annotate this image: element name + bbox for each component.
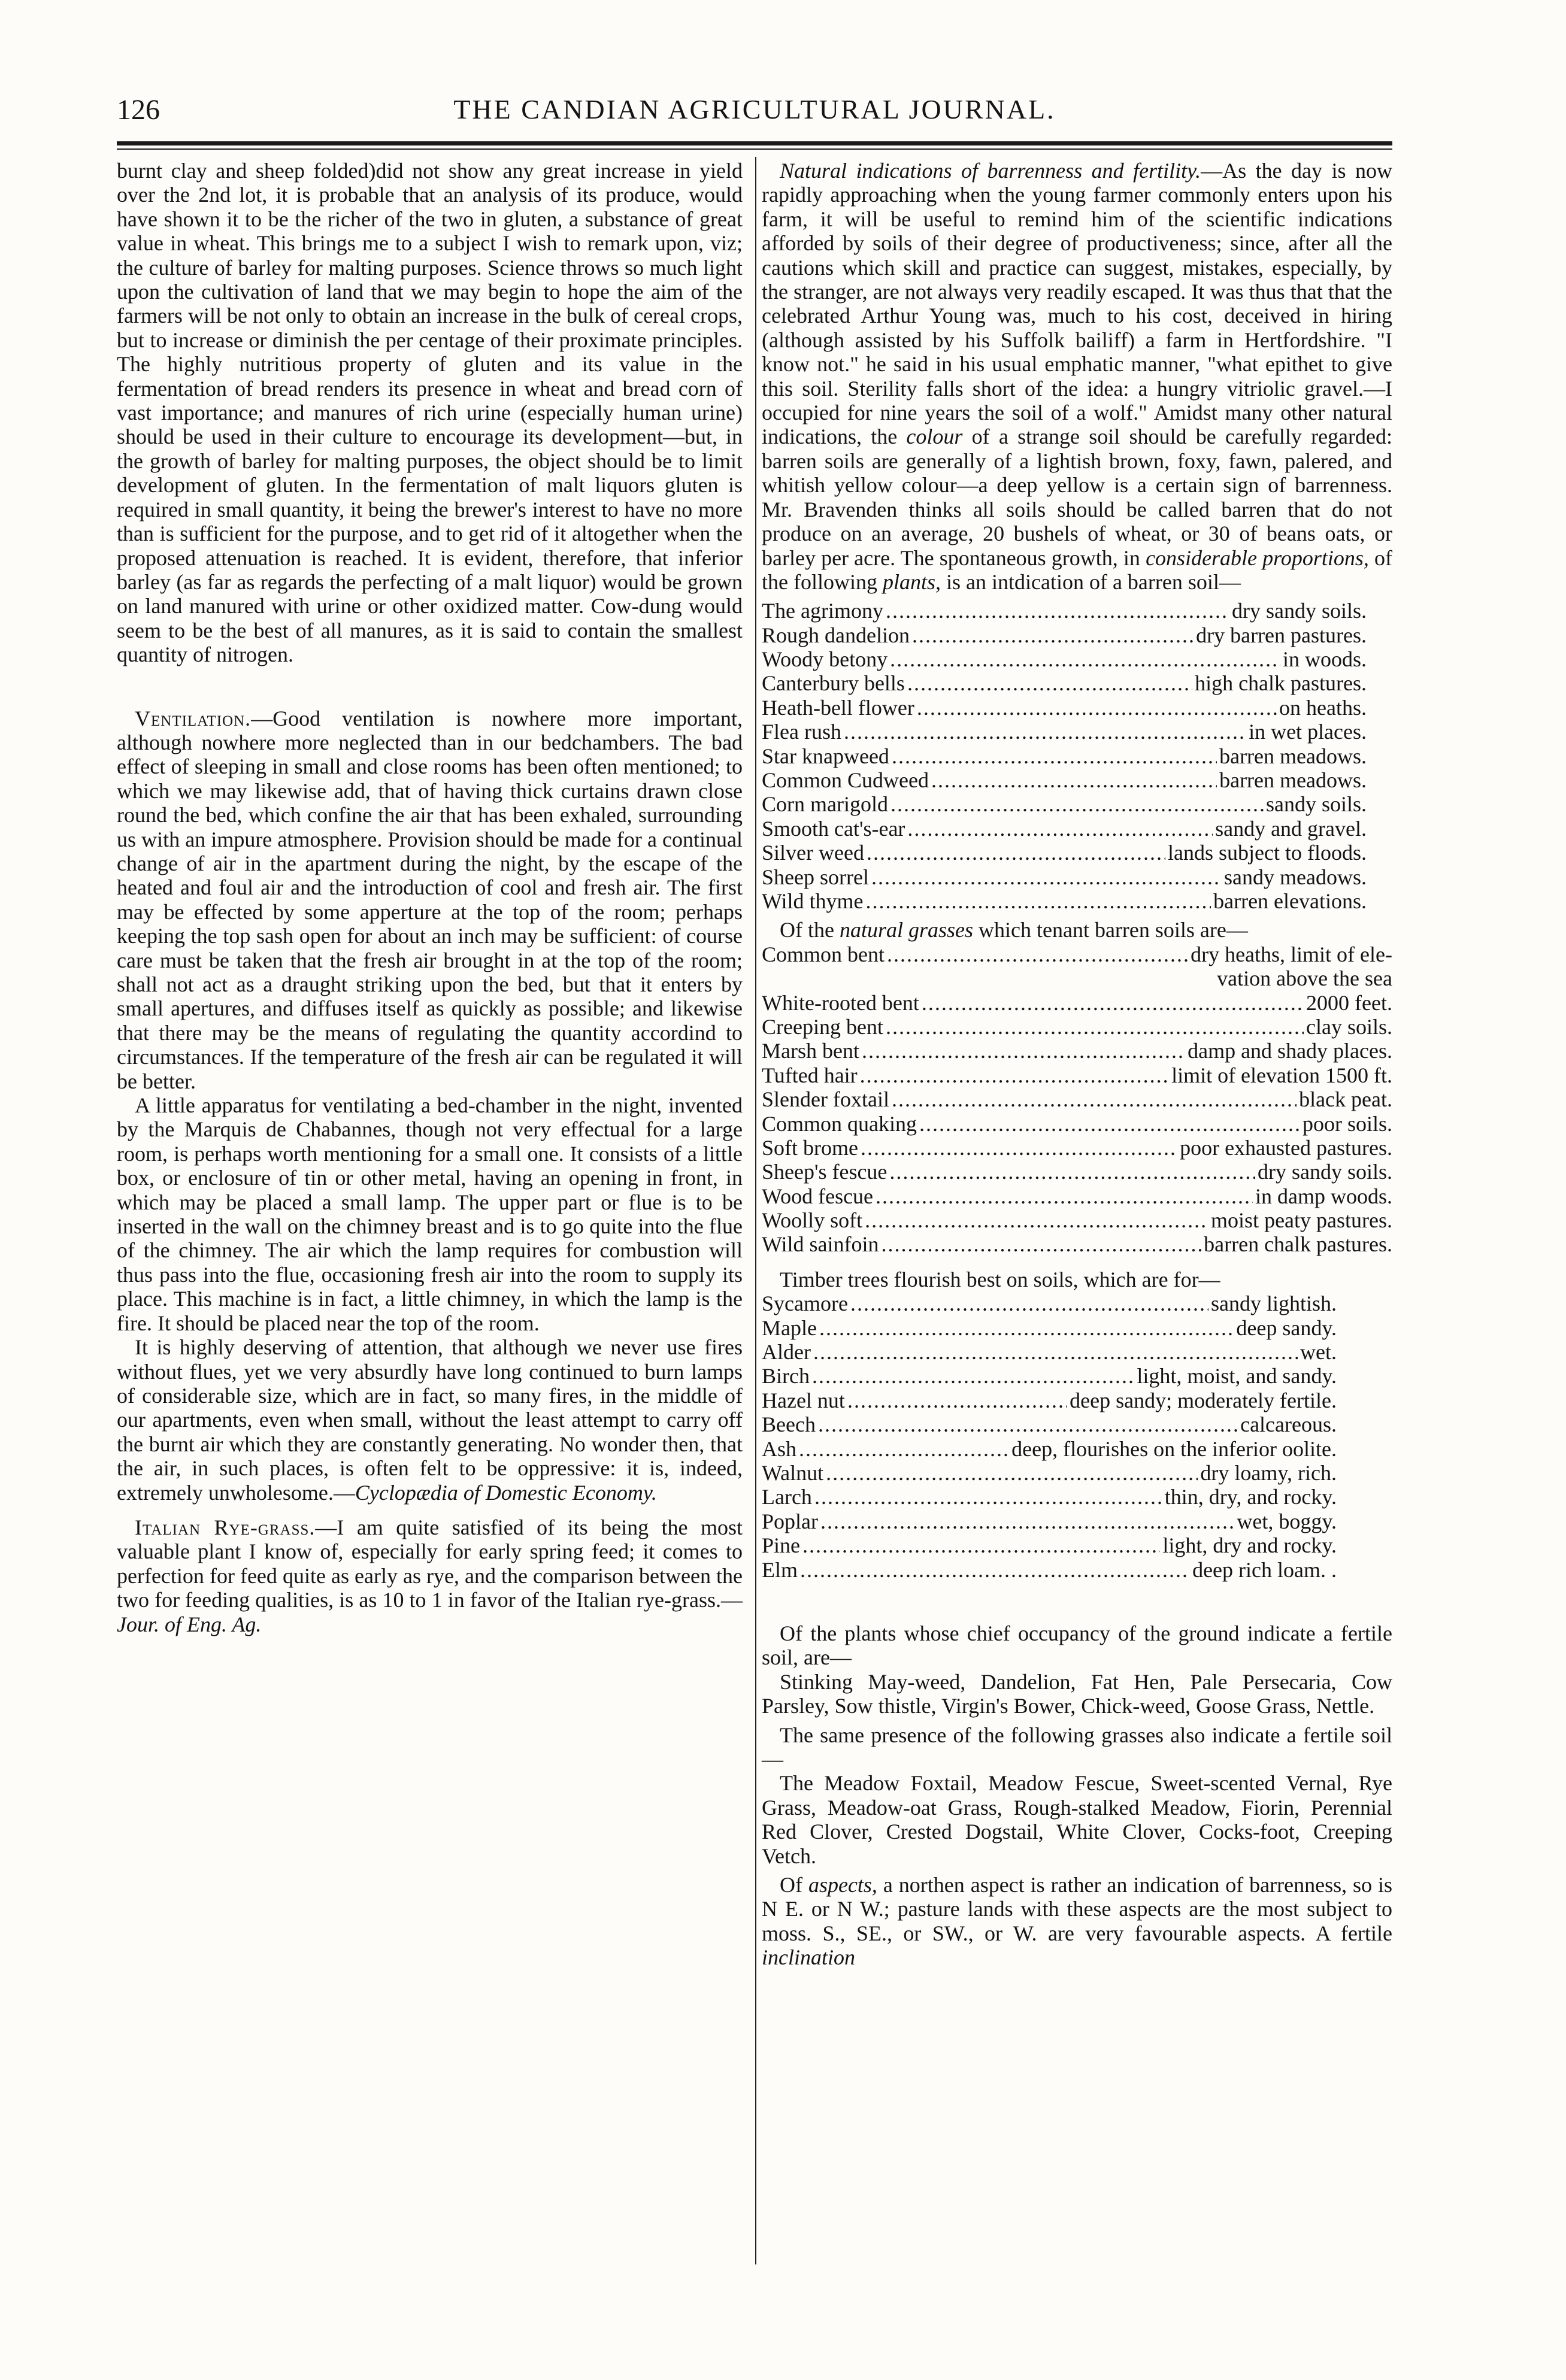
timber-trees-list [762,1291,1337,1582]
column-divider [755,157,756,2264]
barren-grass-name: Wood fescue [762,1184,874,1208]
leader-dots [862,1039,1185,1063]
barren-plant-entry [762,696,1367,720]
barren-plant-soil: on heaths. [1279,695,1367,720]
fertile-grasses: The Meadow Foxtail, Meadow Fescue, Sweet-scented Vernal, Rye Grass, Meadow-oat Grass, Rough-stalked Meadow, Fiorin, Perennial Red Clover, Crested Dogstail, White Clover, Cocks-foot, Creeping Vetch. [762,1771,1392,1868]
barren-grass-name: Common quaking [762,1111,917,1136]
leader-dots [820,1509,1234,1533]
leader-dots [847,1388,1067,1412]
leader-dots [800,1558,1190,1582]
barrenness-text-d: is an intdication of a barren soil— [946,569,1241,594]
fertile-plants: Stinking May-weed, Dandelion, Fat Hen, Pale Persecaria, Cow Parsley, Sow thistle, Virgin's Bower, Chick-weed, Goose Grass, Nettle. [762,1669,1392,1718]
timber-tree-soil: deep, flourishes on the inferior oolite. [1011,1436,1337,1461]
leader-dots [818,1412,1238,1436]
barley-paragraph: burnt clay and sheep folded)did not show any great increase in yield over the 2nd lot, it is probable that an analysis of its produce, would have shown it to be the richer of the two in gluten, a substance of great value in wheat. This brings me to a subject I wish to remark upon, viz; the culture of barley for malting purposes. Science throws so much light upon the cultivation of land that we may begin to hope the aim of the farmers will be not only to obtain an increase in the bulk of cereal crops, but to increase or diminish the per centage of their proximate principles. The highly nutritious property of gluten and its value in the fermentation of bread renders its presence in wheat and bread corn of vast importance; and manures of rich urine (especially human urine) should be used in their culture to encourage its development—but, in the growth of barley for malting purposes, the object should be to limit development of gluten. In the fermentation of malt liquors gluten is required in small quantity, it being the brewer's interest to have no more than is sufficient for the purpose, and to get rid of it altogether when the proposed attenuation is reached. It is evident, therefore, that inferior barley (as far as regards the perfecting of a malt liquor) would be grown on land manured with urine or other oxidized matter. Cow-dung would seem to be the best of all manures, as it is said to contain the smallest quantity of nitrogen. [117,159,743,667]
timber-tree-soil: deep sandy. [1236,1315,1337,1340]
aspects-paragraph [762,1873,1392,1970]
timber-tree-entry [762,1461,1337,1485]
timber-tree-entry [762,1509,1337,1533]
barren-plant-entry [762,817,1367,841]
left-column [117,159,743,1636]
barren-plant-soil: in woods. [1282,647,1367,672]
timber-tree-name: Maple [762,1315,817,1340]
ventilation-lamps-text: It is highly deserving of attention, that although we never use fires without flues, yet we very absurdly have long continued to burn lamps of considerable size, which are in fact, so many fires, in the middle of our apartments, even when small, without the least attempt to carry off the burnt air which they are constantly generating. No wonder then, that the air, in such places, is often felt to be oppressive: it is, indeed, extremely unwholesome.— [117,1335,743,1505]
barren-grass-name: Sheep's fescue [762,1160,887,1184]
barren-grass-name: Common bent [762,942,885,966]
barren-plant-name: Rough dandelion [762,623,910,647]
barren-grass-entry [762,1039,1392,1063]
barren-plant-name: Corn marigold [762,792,888,817]
section-gap [762,1582,1392,1621]
rye-grass-text: —I am quite satisfied of its being the most valuable plant I know of, especially for early spring feed; it comes to perfection for feed quite as early as rye, and the comparison between the two for feeding qualities, is as 10 to 1 in favor of the Italian rye-grass.— [117,1515,743,1612]
fertile-grasses-intro: The same presence of the following grasses also indicate a fertile soil— [762,1723,1392,1771]
barren-grass-soil: barren chalk pastures. [1204,1232,1392,1257]
barren-grass-soil: dry heaths, limit of ele- [1191,942,1392,966]
rye-grass-source: Jour. of Eng. Ag. [117,1612,262,1636]
aspects-word: aspects, [808,1873,877,1897]
timber-tree-entry [762,1412,1337,1436]
grasses-intro-b: which tenant barren soils are— [979,918,1248,942]
barren-plants-list [762,599,1367,913]
barren-plant-entry [762,744,1367,768]
leader-dots [922,991,1304,1015]
barren-plant-soil: dry barren pastures. [1196,623,1367,647]
leader-dots [865,1208,1208,1232]
barren-plant-name: Silver weed [762,841,864,865]
barren-plant-soil: sandy and gravel. [1215,816,1367,841]
leader-dots [867,841,1165,865]
barren-grass-soil: dry sandy soils. [1258,1160,1392,1184]
leader-dots [882,1232,1202,1256]
barren-grass-name: Slender foxtail [762,1087,889,1112]
barren-plant-soil: in wet places. [1249,720,1367,744]
barren-grass-entry [762,1063,1392,1087]
leader-dots [814,1485,1162,1509]
inclination-word: inclination [762,1945,855,1970]
barren-grass-soil: poor exhausted pastures. [1180,1135,1392,1160]
plants-word: plants, [882,569,941,594]
barren-plant-entry [762,720,1367,744]
timber-tree-soil: deep sandy; moderately fertile. [1070,1388,1337,1412]
timber-tree-soil: dry loamy, rich. [1200,1461,1337,1485]
timber-tree-entry [762,1364,1337,1388]
barren-plant-name: Sheep sorrel [762,865,869,889]
list-gap [762,1257,1392,1268]
timber-tree-entry [762,1558,1337,1582]
barren-grass-soil: 2000 feet. [1306,990,1392,1015]
timber-tree-name: Birch [762,1364,810,1388]
barren-grass-soil: poor soils. [1302,1111,1392,1136]
barren-plant-name: Woody betony [762,647,888,672]
barren-plant-name: Heath-bell flower [762,695,914,720]
barren-grass-name: Creeping bent [762,1014,883,1039]
barren-plant-soil: barren elevations. [1213,889,1367,913]
section-gap [117,667,743,707]
barren-plant-soil: dry sandy soils. [1232,599,1367,623]
barren-grass-name: Marsh bent [762,1039,859,1063]
right-column [762,159,1392,1970]
ventilation-heading: Ventilation. [135,706,252,730]
leader-dots [850,1291,1208,1315]
timber-tree-name: Hazel nut [762,1388,845,1412]
colour-word: colour [906,425,963,449]
timber-tree-name: Alder [762,1340,811,1365]
timber-tree-name: Poplar [762,1509,818,1533]
leader-dots [917,696,1277,720]
barren-grass-entry [762,1160,1392,1184]
natural-grasses-word: natural grasses [839,918,973,942]
ventilation-paragraph [117,707,743,1094]
barren-plant-entry [762,623,1367,647]
timber-tree-soil: sandy lightish. [1210,1291,1337,1316]
barren-grass-soil: black peat. [1299,1087,1392,1112]
barrenness-text-c: of the following [762,545,1393,594]
aspects-b: a northen aspect is rather an indication of barrenness, so is N E. or N W.; pasture lands with these aspects are the most subject to moss. S., SE., or SW., or W. are very favourable aspects. A fertile [762,1873,1393,1945]
timber-tree-soil: thin, dry, and rocky. [1164,1485,1337,1509]
barren-plant-entry [762,865,1367,889]
header-rule [117,141,1392,145]
barrenness-text-b: of a strange soil should be carefully regarded: barren soils are generally of a lightish brown, foxy, fawn, palered, and whitish yellow colour—a deep yellow is a certain sign of barrenness. Mr. Bravenden thinks all soils should be called barren that do not produce on an average, 20 bushels of wheat, or 30 of beans oats, or barley per acre. The spontaneous growth, in [762,425,1392,570]
leader-dots [931,768,1217,792]
barren-grass-entry [762,1112,1392,1136]
timber-tree-entry [762,1485,1337,1509]
rye-grass-paragraph [117,1515,743,1636]
barren-plant-entry [762,599,1367,623]
page-header [117,90,1392,126]
leader-dots [813,1340,1298,1364]
page-number: 126 [117,94,160,126]
leader-dots [861,1136,1177,1160]
leader-dots [886,599,1229,623]
barren-grass-name: White-rooted bent [762,990,919,1015]
timber-tree-name: Sycamore [762,1291,848,1316]
barren-plant-soil: sandy meadows. [1224,865,1367,889]
list-gap [762,1868,1392,1873]
timber-tree-soil: deep rich loam. . [1192,1557,1337,1582]
timber-tree-entry [762,1291,1337,1315]
barren-grass-soil: limit of elevation 1500 ft. [1171,1063,1392,1087]
barren-plant-soil: high chalk pastures. [1195,671,1367,696]
header-rule-thin [117,148,1392,150]
barren-plant-name: Smooth cat's-ear [762,816,905,841]
barren-grass-soil: clay soils. [1306,1014,1392,1039]
leader-dots [799,1437,1009,1461]
barren-plant-entry [762,671,1367,695]
timber-tree-soil: wet. [1300,1340,1337,1365]
leader-dots [866,889,1211,913]
leader-dots [890,647,1280,671]
barren-plant-entry [762,768,1367,792]
barren-grass-entry [762,942,1392,966]
ventilation-lamps-paragraph [117,1335,743,1505]
list-gap [762,594,1392,599]
leader-dots [889,1160,1255,1184]
barren-plant-name: Wild thyme [762,889,864,913]
ventilation-apparatus-paragraph: A little apparatus for ventilating a bed-chamber in the night, invented by the Marquis de Chabannes, though not very effectual for a large room, is perhaps worth mentioning for a small one. It consists of a little box, or enclosure of tin or other metal, having an opening in front, in which may be placed a small lamp. The upper part or flue is to be inserted in the wall on the chimney breast and is to go quite into the flue of the chimney. The air which the lamp requires for combustion will thus pass into the flue, occasioning fresh air into the room to supply its place. This machine is in fact, a little chimney, in which the lamp is the fire. It should be placed near the top of the room. [117,1093,743,1335]
leader-dots [887,942,1188,966]
grasses-intro [762,918,1392,942]
barren-plant-soil: sandy soils. [1265,792,1367,817]
timber-tree-entry [762,1533,1337,1557]
timber-tree-soil: calcareous. [1240,1412,1337,1437]
leader-dots [876,1184,1253,1208]
barren-plant-name: Common Cudweed [762,768,929,793]
barren-plant-soil: barren meadows. [1219,744,1367,768]
timber-tree-entry [762,1437,1337,1461]
barren-grass-entry [762,1136,1392,1160]
rye-grass-heading: Italian Rye-grass. [135,1515,316,1539]
barren-plant-soil: barren meadows. [1219,768,1367,793]
barren-plant-name: Star knapweed [762,744,889,768]
barren-grass-soil: vation above the sea [1217,966,1392,991]
barren-grass-name: Tufted hair [762,1063,858,1087]
leader-dots [871,865,1222,889]
barren-grass-soil: in damp woods. [1255,1184,1392,1208]
timber-tree-soil: light, dry and rocky. [1162,1533,1337,1558]
barren-grass-name: Soft brome [762,1135,858,1160]
ventilation-source: Cyclopædia of Domestic Economy. [355,1480,657,1505]
barren-grass-entry [762,1087,1392,1111]
barren-plant-entry [762,889,1367,913]
leader-dots [912,623,1194,647]
leader-dots [886,1015,1304,1039]
trees-intro: Timber trees flourish best on soils, which are for— [780,1267,1220,1291]
leader-dots [826,1461,1198,1485]
section-gap [117,1505,743,1515]
barren-plant-soil: lands subject to floods. [1168,841,1367,865]
timber-tree-soil: light, moist, and sandy. [1137,1364,1337,1388]
timber-tree-entry [762,1316,1337,1340]
leader-dots [892,1087,1297,1111]
leader-dots [890,792,1264,816]
timber-tree-entry [762,1388,1337,1412]
barrenness-heading: Natural indications of barrenness and fertility. [780,159,1201,183]
barren-grass-entry [762,966,1392,990]
barren-grass-entry [762,1208,1392,1232]
barren-grass-entry [762,1015,1392,1039]
fertile-intro: Of the plants whose chief occupancy of the ground indicate a fertile soil, are— [762,1621,1392,1670]
barren-plant-name: Canterbury bells [762,671,905,696]
barren-grass-name: Woolly soft [762,1208,863,1233]
barren-plant-name: Flea rush [762,720,841,744]
leader-dots [844,720,1246,744]
timber-tree-name: Elm [762,1557,798,1582]
leader-dots [907,817,1213,841]
barren-plant-entry [762,792,1367,816]
running-title: THE CANDIAN AGRICULTURAL JOURNAL. [453,94,1056,125]
ventilation-text: —Good ventilation is nowhere more important, although nowhere more neglected than in our bedchambers. The bad effect of sleeping in small and close rooms has been often mentioned; to which we may likewise add, that of having thick curtains drawn close round the bed, which confine the air that has been exhaled, surrounding us with an impure atmosphere. Provision should be made for a continual change of air in the apartment during the night, by the escape of the heated and foul air and the introduction of cool and fresh air. The first may be effected by some apperture at the top of the room; perhaps keeping the top sash open for about an inch may be sufficient: of course care must be taken that the fresh air brought in at the top of the room; shall not act as a draught striking upon the bed, but that it enters by small apertures, and diffuses itself as quickly as possible; and likewise that there may be the means of regulating the quantity accordind to circumstances. If the temperature of the fresh air can be regulated it will be better. [117,706,743,1093]
timber-tree-name: Walnut [762,1461,824,1485]
timber-tree-entry [762,1340,1337,1364]
leader-dots [860,1063,1169,1087]
timber-tree-name: Ash [762,1436,797,1461]
timber-tree-soil: wet, boggy. [1237,1509,1337,1533]
barren-plant-entry [762,841,1367,865]
barren-grass-soil: damp and shady places. [1188,1039,1392,1063]
barren-grass-entry [762,1184,1392,1208]
barren-grass-entry [762,991,1392,1015]
leader-dots [812,1364,1134,1388]
barren-plant-entry [762,647,1367,671]
grasses-intro-a: Of the [780,918,834,942]
barrenness-intro [762,159,1392,594]
barren-grass-name: Wild sainfoin [762,1232,879,1257]
leader-dots [819,1316,1234,1340]
leader-dots [802,1533,1160,1557]
barren-plant-name: The agrimony [762,599,883,623]
barrenness-text: —As the day is now rapidly approaching when the young farmer commonly enters upon his farm, it will be useful to remind him of the scientific indications afforded by soils of their degree of productiveness; since, after all the cautions which skill and practice can suggest, mistakes, especially, by the stranger, are not always very readily escaped. It was thus that that the celebrated Arthur Young was, much to his cost, deceived in hiring (although assisted by his Suffolk bailiff) a farm in Hertfordshire. "I know not." he said in his usual emphatic manner, "what epithet to give this soil. Sterility falls short of the idea: a hungry vitriolic gravel.—I occupied for nine years the soil of a wolf." Amidst many other natural indications, the [762,159,1392,449]
considerable-word: considerable proportions, [1146,545,1369,570]
timber-tree-name: Beech [762,1412,816,1437]
leader-dots [892,744,1217,768]
list-gap [762,913,1392,918]
aspects-a: Of [780,1873,802,1897]
leader-dots [907,671,1192,695]
leader-dots [919,1112,1300,1136]
list-gap [762,1718,1392,1723]
barren-grass-entry [762,1232,1392,1256]
barren-grasses-list [762,942,1392,1257]
timber-tree-name: Pine [762,1533,801,1558]
timber-tree-name: Larch [762,1485,812,1509]
barren-grass-soil: moist peaty pastures. [1211,1208,1392,1233]
